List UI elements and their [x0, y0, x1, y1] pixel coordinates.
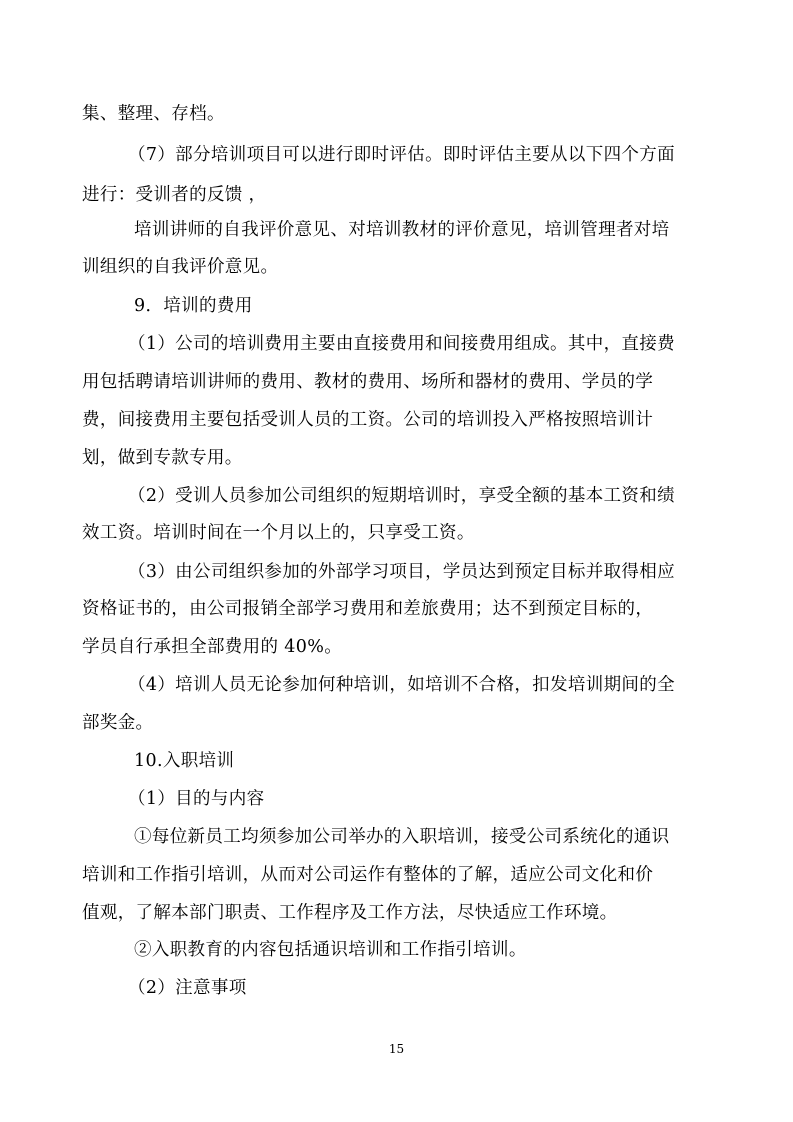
- subsection-heading: （1）目的与内容: [128, 789, 265, 809]
- text-line: 培训和工作指引培训，从而对公司运作有整体的了解，适应公司文化和价: [82, 865, 654, 885]
- text-line: ②入职教育的内容包括通识培训和工作指引培训。: [134, 940, 527, 960]
- text-line: 学员自行承担全部费用的 40%。: [82, 637, 343, 657]
- text-line: 资格证书的，由公司报销全部学习费用和差旅费用；达不到预定目标的，: [82, 599, 654, 619]
- text-line: 效工资。培训时间在一个月以上的，只享受工资。: [82, 523, 475, 543]
- text-line: （3）由公司组织参加的外部学习项目，学员达到预定目标并取得相应: [128, 562, 675, 582]
- text-line: 费，间接费用主要包括受训人员的工资。公司的培训投入严格按照培训计: [82, 410, 654, 430]
- text-line: 划，做到专款专用。: [82, 448, 243, 468]
- text-line: 进行：受训者的反馈 ，: [82, 185, 267, 205]
- page-number: 15: [388, 1042, 405, 1056]
- text-line: ①每位新员工均须参加公司举办的入职培训，接受公司系统化的通识: [134, 827, 670, 847]
- text-line: 集、整理、存档。: [82, 104, 225, 124]
- text-line: 训组织的自我评价意见。: [82, 257, 279, 277]
- text-line: （2）受训人员参加公司组织的短期培训时，享受全额的基本工资和绩: [128, 486, 675, 506]
- text-line: 用包括聘请培训讲师的费用、教材的费用、场所和器材的费用、学员的学: [82, 372, 654, 392]
- section-heading: 9．培训的费用: [134, 296, 253, 316]
- text-line: （7）部分培训项目可以进行即时评估。即时评估主要从以下四个方面: [128, 145, 675, 165]
- section-heading: 10.入职培训: [134, 751, 235, 771]
- text-line: （4）培训人员无论参加何种培训，如培训不合格，扣发培训期间的全: [128, 675, 675, 695]
- text-line: 值观，了解本部门职责、工作程序及工作方法，尽快适应工作环境。: [82, 903, 618, 923]
- text-line: 培训讲师的自我评价意见、对培训教材的评价意见，培训管理者对培: [134, 220, 670, 240]
- text-line: 部奖金。: [82, 713, 154, 733]
- subsection-heading: （2）注意事项: [128, 978, 247, 998]
- text-line: （1）公司的培训费用主要由直接费用和间接费用组成。其中，直接费: [128, 334, 675, 354]
